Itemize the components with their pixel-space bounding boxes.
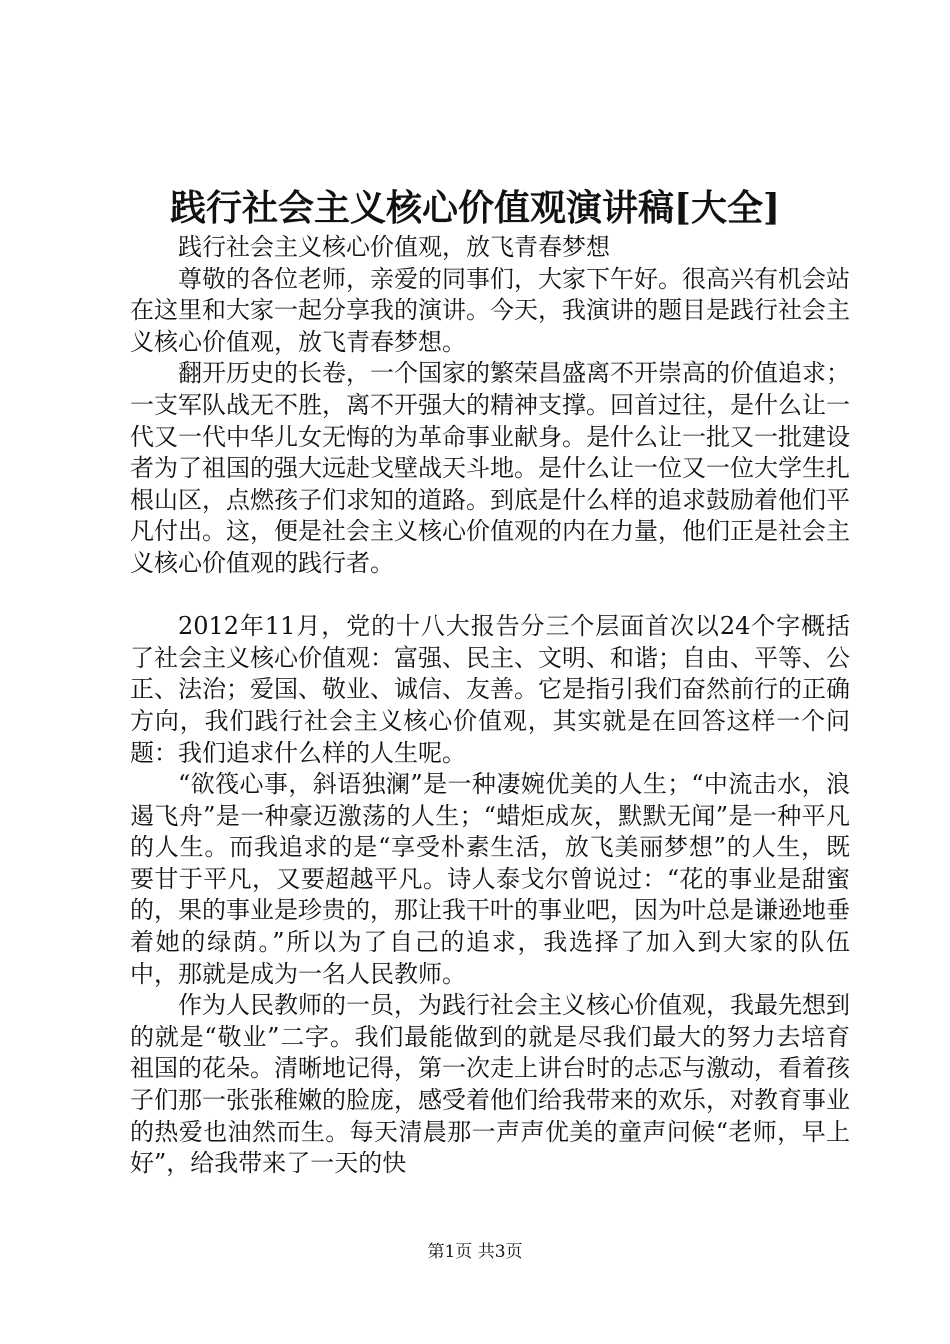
paragraph-history: 翻开历史的长卷，一个国家的繁荣昌盛离不开崇高的价值追求；一支军队战无不胜，离不开强大的精神支撑。回首过往，是什么让一代又一代中华儿女无悔的为革命事业献身。是什么让一批又一批建设者为了祖国的强大远赴戈壁战天斗地。是什么让一位又一位大学生扎根山区，点燃孩子们求知的道路。到底是什么样的追求鼓励着他们平凡付出。这，便是社会主义核心价值观的内在力量，他们正是社会主义核心价值观的践行者。	[130, 359, 850, 577]
paragraph-subtitle: 践行社会主义核心价值观，放飞青春梦想	[178, 233, 610, 261]
paragraph-dedication: 作为人民教师的一员，为践行社会主义核心价值观，我最先想到的就是“敬业”二字。我们最能做到的就是尽我们最大的努力去培育祖国的花朵。清晰地记得，第一次走上讲台时的忐忑与激动，看着孩子们那一张张稚嫩的脸庞，感受着他们给我带来的欢乐，对教育事业的热爱也油然而生。每天清晨那一声声优美的童声问候“老师，早上好”，给我带来了一天的快	[130, 991, 850, 1178]
document-title: 践行社会主义核心价值观演讲稿[大全]	[169, 187, 781, 229]
paragraph-greeting: 尊敬的各位老师，亲爱的同事们，大家下午好。很高兴有机会站在这里和大家一起分享我的演讲。今天，我演讲的题目是践行社会主义核心价值观，放飞青春梦想。	[130, 264, 850, 356]
document-body	[130, 232, 850, 1180]
paragraph-core-values: 2012年11月，党的十八大报告分三个层面首次以24个字概括了社会主义核心价值观：富强、民主、文明、和谐；自由、平等、公正、法治；爱国、敬业、诚信、友善。它是指引我们奋然前行的正确方向，我们践行社会主义核心价值观，其实就是在回答这样一个问题：我们追求什么样的人生呢。	[130, 612, 850, 767]
paragraph-life-pursuit: “欲筏心事，斜语独澜”是一种凄婉优美的人生；“中流击水，浪遏飞舟”是一种豪迈激荡的人生；“蜡炬成灰，默默无闻”是一种平凡的人生。而我追求的是“享受朴素生活，放飞美丽梦想”的人生，既要甘于平凡，又要超越平凡。诗人泰戈尔曾说过：“花的事业是甜蜜的，果的事业是珍贵的，那让我干叶的事业吧，因为叶总是谦逊地垂着她的绿荫。”所以为了自己的追求，我选择了加入到大家的队伍中，那就是成为一名人民教师。	[130, 770, 850, 988]
page-footer: 第1页 共3页	[427, 1242, 523, 1262]
